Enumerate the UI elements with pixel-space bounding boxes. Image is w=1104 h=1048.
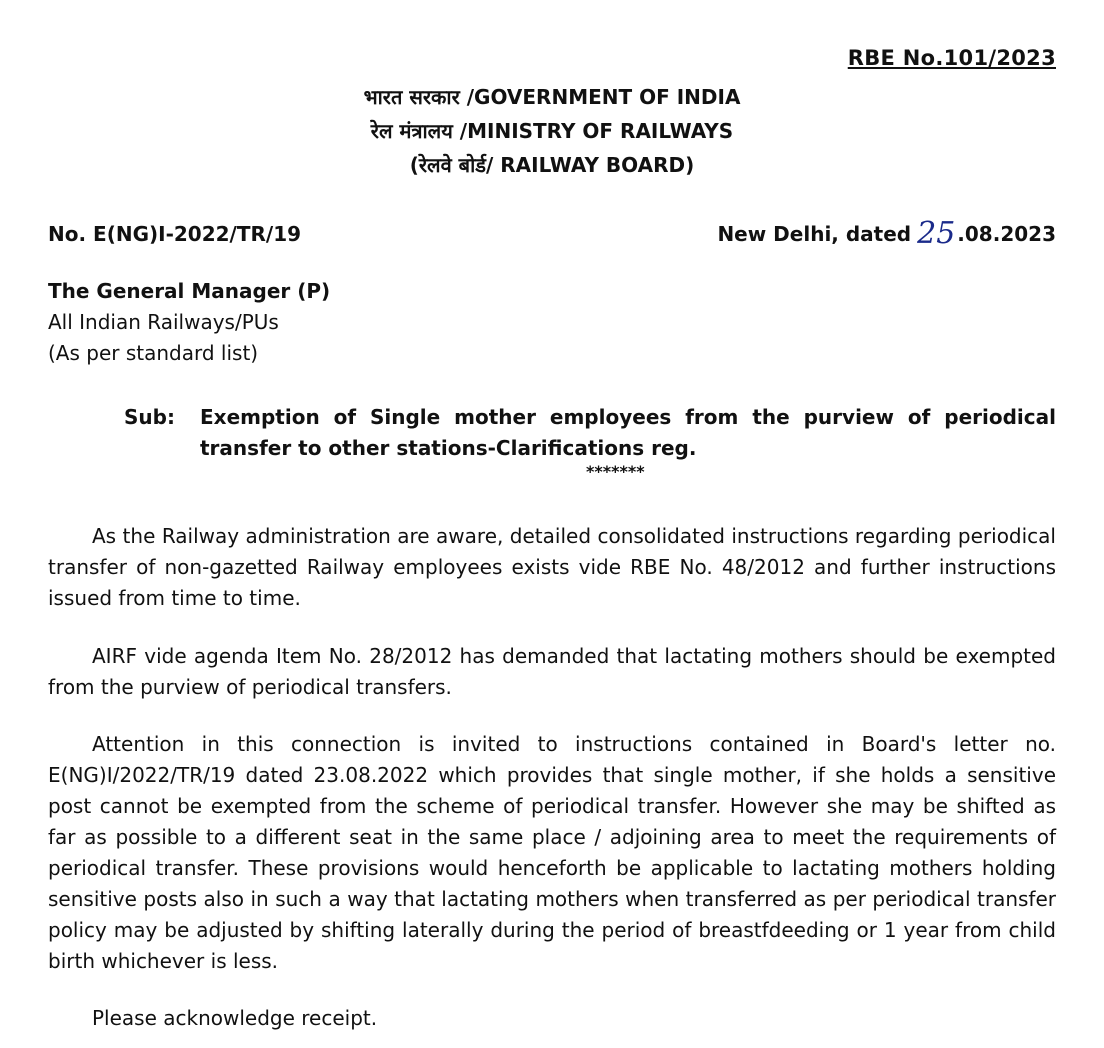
letterhead-ministry: रेल मंत्रालय /MINISTRY OF RAILWAYS — [370, 119, 734, 143]
body-paragraph-1: As the Railway administration are aware, detailed consolidated instructions regarding periodical transfer of non-gazetted Railway employees exists vide RBE No. 48/2012 and further instructions issued from time to time. — [48, 524, 1056, 610]
addressee-line-2: All Indian Railways/PUs — [48, 310, 279, 334]
letterhead-board: (रेलवे बोर्ड/ RAILWAY BOARD) — [409, 153, 695, 177]
subject-text: Exemption of Single mother employees from the purview of periodical transfer to other stations-Clarifications reg. — [200, 405, 1056, 460]
body-paragraph-4: Please acknowledge receipt. — [92, 1006, 378, 1030]
rbe-number: RBE No.101/2023 — [847, 46, 1056, 70]
date-day-handwritten: 25 — [917, 216, 956, 251]
addressee-line-1: The General Manager (P) — [48, 279, 331, 303]
letterhead — [0, 80, 1104, 182]
letterhead-government: भारत सरकार /GOVERNMENT OF INDIA — [363, 85, 741, 109]
addressee-block — [48, 276, 330, 369]
reference-line — [48, 214, 1056, 249]
subject-block — [124, 402, 1056, 464]
body-paragraph-3: Attention in this connection is invited to instructions contained in Board's letter no. E(NG)I/2022/TR/19 dated 23.08.2022 which provides that single mother, if she holds a sensitive post cannot be exempted from the scheme of periodical transfer. However she may be shifted as far as possible to a different seat in the same place / adjoining area to meet the requirements of periodical transfer. These provisions would henceforth be applicable to lactating mothers holding sensitive posts also in such a way that lactating mothers when transferred as per periodical transfer policy may be adjusted by shifting laterally during the period of breastfdeeding or 1 year from child birth whichever is less. — [48, 732, 1056, 973]
letter-number: No. E(NG)I-2022/TR/19 — [48, 222, 302, 246]
addressee-line-3: (As per standard list) — [48, 341, 259, 365]
date-prefix: New Delhi, dated — [717, 222, 912, 246]
subject-separator: ******* — [586, 462, 645, 481]
body-paragraph-2: AIRF vide agenda Item No. 28/2012 has demanded that lactating mothers should be exempted from the purview of periodical transfers. — [48, 644, 1056, 699]
subject-label: Sub: — [124, 405, 175, 429]
date-suffix: .08.2023 — [957, 222, 1056, 246]
letter-date — [717, 214, 1056, 249]
